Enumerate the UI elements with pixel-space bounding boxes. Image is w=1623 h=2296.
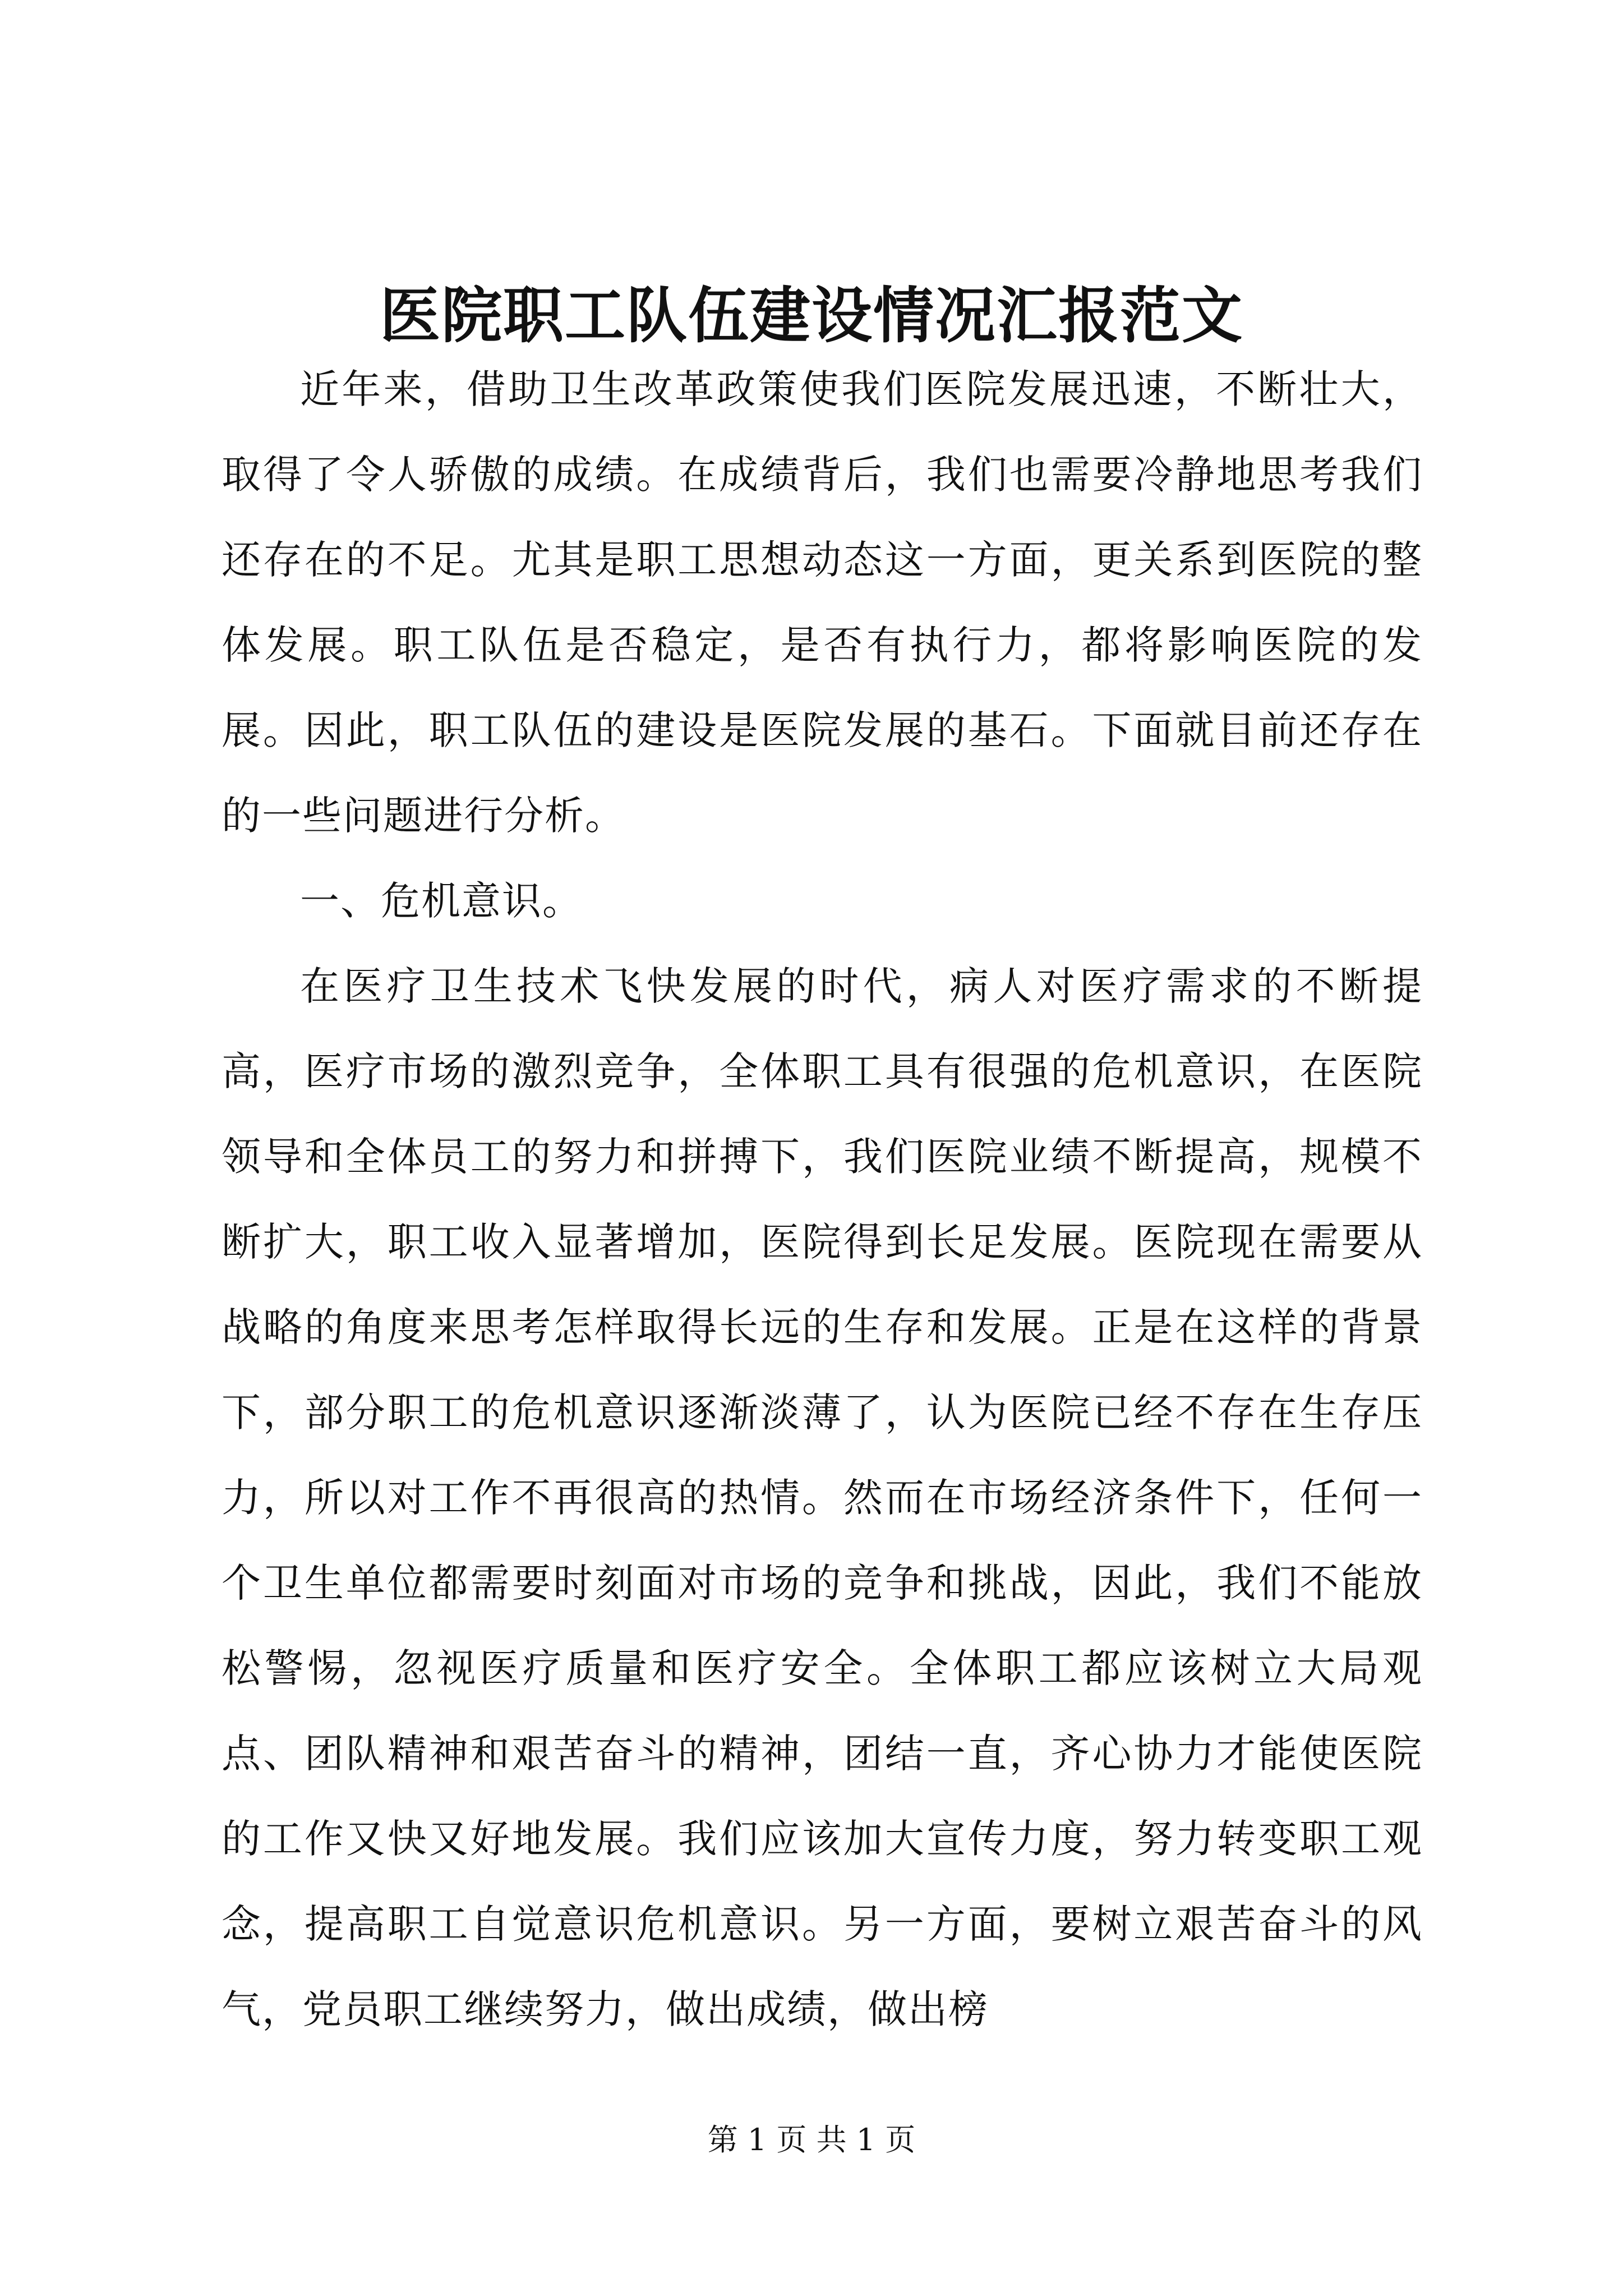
- section-heading-crisis-awareness: 一、危机意识。: [300, 878, 583, 924]
- intro-paragraph: 近年来，借助卫生改革政策使我们医院发展迅速，不断壮大，取得了令人骄傲的成绩。在成绩背后，我们也需要冷静地思考我们还存在的不足。尤其是职工思想动态这一方面，更关系到医院的整体发展。职工队伍是否稳定，是否有执行力，都将影响医院的发展。因此，职工队伍的建设是医院发展的基石。下面就目前还存在的一些问题进行分析。: [222, 366, 1423, 839]
- crisis-awareness-paragraph: 在医疗卫生技术飞快发展的时代，病人对医疗需求的不断提高，医疗市场的激烈竞争，全体职工具有很强的危机意识，在医院领导和全体员工的努力和拼搏下，我们医院业绩不断提高，规模不断扩大，职工收入显著增加，医院得到长足发展。医院现在需要从战略的角度来思考怎样取得长远的生存和发展。正是在这样的背景下，部分职工的危机意识逐渐淡薄了，认为医院已经不存在生存压力，所以对工作不再很高的热情。然而在市场经济条件下，任何一个卫生单位都需要时刻面对市场的竞争和挑战，因此，我们不能放松警惕，忽视医疗质量和医疗安全。全体职工都应该树立大局观点、团队精神和艰苦奋斗的精神，团结一直，齐心协力才能使医院的工作又快又好地发展。我们应该加大宣传力度，努力转变职工观念，提高职工自觉意识危机意识。另一方面，要树立艰苦奋斗的风气，党员职工继续努力，做出成绩，做出榜: [222, 963, 1423, 2032]
- document-title: 医院职工队伍建设情况汇报范文: [379, 280, 1243, 351]
- page-footer: 第 1 页 共 1 页: [707, 2122, 916, 2157]
- document-body: [222, 347, 1423, 2052]
